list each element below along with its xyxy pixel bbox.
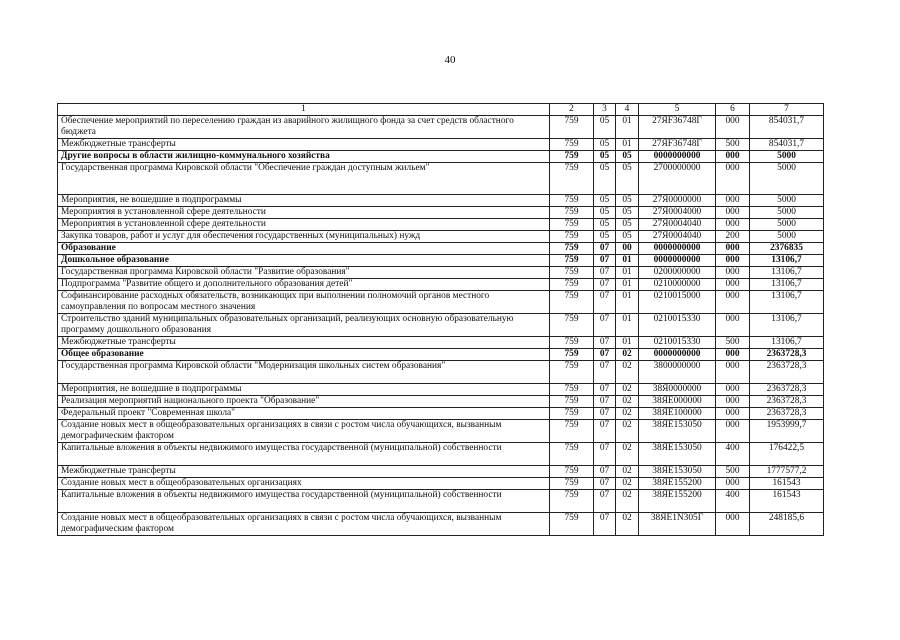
- row-section-code: 05: [594, 231, 616, 243]
- row-section-code: 05: [594, 139, 616, 151]
- row-section-code: 07: [594, 243, 616, 255]
- row-admin-code: 759: [550, 291, 594, 314]
- row-section-code: 07: [594, 279, 616, 291]
- table-row: [58, 207, 824, 219]
- table-row: [58, 219, 824, 231]
- row-target-code: 38ЯЕ000000: [639, 396, 716, 408]
- row-target-code: 38ЯЕ155200: [639, 490, 716, 513]
- row-target-code: 2700000000: [639, 163, 716, 195]
- row-admin-code: 759: [550, 420, 594, 443]
- row-expense-type: 000: [716, 279, 750, 291]
- table-row: [58, 513, 824, 536]
- row-subsection-code: 05: [616, 163, 639, 195]
- row-expense-type: 500: [716, 337, 750, 349]
- header-col-5: 5: [639, 104, 716, 116]
- row-admin-code: 759: [550, 163, 594, 195]
- row-target-code: 38Я0000000: [639, 384, 716, 396]
- row-name: Капитальные вложения в объекты недвижимого имущества государственной (муниципальной) собственности: [58, 443, 550, 466]
- row-amount: 5000: [750, 231, 824, 243]
- row-section-code: 07: [594, 255, 616, 267]
- row-section-code: 07: [594, 396, 616, 408]
- header-col-3: 3: [594, 104, 616, 116]
- row-admin-code: 759: [550, 466, 594, 478]
- row-expense-type: 500: [716, 139, 750, 151]
- row-section-code: 05: [594, 151, 616, 163]
- row-section-code: 07: [594, 314, 616, 337]
- row-admin-code: 759: [550, 243, 594, 255]
- row-admin-code: 759: [550, 255, 594, 267]
- row-amount: 1953999,7: [750, 420, 824, 443]
- row-subsection-code: 02: [616, 466, 639, 478]
- row-expense-type: 000: [716, 396, 750, 408]
- row-expense-type: 000: [716, 408, 750, 420]
- row-admin-code: 759: [550, 349, 594, 361]
- row-amount: 854031,7: [750, 139, 824, 151]
- row-name: Мероприятия в установленной сфере деятельности: [58, 219, 550, 231]
- table-row: [58, 466, 824, 478]
- row-section-code: 05: [594, 116, 616, 139]
- row-amount: 13106,7: [750, 337, 824, 349]
- row-subsection-code: 01: [616, 255, 639, 267]
- row-subsection-code: 02: [616, 349, 639, 361]
- row-amount: 2363728,3: [750, 349, 824, 361]
- page-number: 40: [444, 54, 456, 66]
- row-subsection-code: 00: [616, 243, 639, 255]
- table-row: [58, 255, 824, 267]
- row-expense-type: 000: [716, 243, 750, 255]
- row-subsection-code: 02: [616, 408, 639, 420]
- row-name: Мероприятия в установленной сфере деятельности: [58, 207, 550, 219]
- row-section-code: 07: [594, 478, 616, 490]
- row-expense-type: 000: [716, 349, 750, 361]
- row-target-code: 27Я0004040: [639, 219, 716, 231]
- row-subsection-code: 01: [616, 314, 639, 337]
- header-col-4: 4: [616, 104, 639, 116]
- row-section-code: 07: [594, 361, 616, 384]
- row-expense-type: 000: [716, 291, 750, 314]
- row-target-code: 27Я0000000: [639, 195, 716, 207]
- table-row: [58, 443, 824, 466]
- table-row: [58, 151, 824, 163]
- row-admin-code: 759: [550, 384, 594, 396]
- row-subsection-code: 05: [616, 231, 639, 243]
- row-admin-code: 759: [550, 231, 594, 243]
- row-name: Образование: [58, 243, 550, 255]
- row-target-code: 3800000000: [639, 361, 716, 384]
- row-name: Общее образование: [58, 349, 550, 361]
- row-target-code: 27Я0004000: [639, 207, 716, 219]
- table-row: [58, 291, 824, 314]
- header-col-7: 7: [750, 104, 824, 116]
- row-subsection-code: 05: [616, 195, 639, 207]
- row-expense-type: 000: [716, 361, 750, 384]
- row-section-code: 05: [594, 207, 616, 219]
- row-amount: 13106,7: [750, 291, 824, 314]
- row-name: Строительство зданий муниципальных образовательных организаций, реализующих основную образовательную программу дошкольного образования: [58, 314, 550, 337]
- header-col-2: 2: [550, 104, 594, 116]
- table-row: [58, 420, 824, 443]
- row-target-code: 0000000000: [639, 243, 716, 255]
- row-amount: 2376835: [750, 243, 824, 255]
- table-row: [58, 490, 824, 513]
- row-amount: 5000: [750, 207, 824, 219]
- row-subsection-code: 01: [616, 291, 639, 314]
- row-amount: 2363728,3: [750, 384, 824, 396]
- table-row: [58, 139, 824, 151]
- row-target-code: 38ЯЕ153050: [639, 466, 716, 478]
- row-expense-type: 000: [716, 267, 750, 279]
- row-admin-code: 759: [550, 478, 594, 490]
- row-amount: 2363728,3: [750, 396, 824, 408]
- table-row: [58, 243, 824, 255]
- row-name: Федеральный проект "Современная школа": [58, 408, 550, 420]
- row-amount: 13106,7: [750, 314, 824, 337]
- row-amount: 161543: [750, 478, 824, 490]
- row-name: Обеспечение мероприятий по переселению граждан из аварийного жилищного фонда за счет средств областного бюджета: [58, 116, 550, 139]
- row-target-code: 27ЯF36748Г: [639, 139, 716, 151]
- row-amount: 2363728,3: [750, 361, 824, 384]
- row-target-code: 27Я0004040: [639, 231, 716, 243]
- row-name: Капитальные вложения в объекты недвижимого имущества государственной (муниципальной) собственности: [58, 490, 550, 513]
- row-subsection-code: 02: [616, 361, 639, 384]
- row-target-code: 38ЯЕ100000: [639, 408, 716, 420]
- row-target-code: 0210015330: [639, 337, 716, 349]
- row-name: Реализация мероприятий национального проекта "Образование": [58, 396, 550, 408]
- row-name: Государственная программа Кировской области "Обеспечение граждан доступным жильем": [58, 163, 550, 195]
- row-target-code: 0000000000: [639, 151, 716, 163]
- row-subsection-code: 05: [616, 207, 639, 219]
- row-amount: 13106,7: [750, 279, 824, 291]
- row-subsection-code: 02: [616, 420, 639, 443]
- row-section-code: 05: [594, 195, 616, 207]
- row-admin-code: 759: [550, 219, 594, 231]
- table-row: [58, 337, 824, 349]
- row-admin-code: 759: [550, 396, 594, 408]
- row-amount: 2363728,3: [750, 408, 824, 420]
- header-col-1: 1: [58, 104, 550, 116]
- row-subsection-code: 01: [616, 267, 639, 279]
- table-header-row: [58, 104, 824, 116]
- row-amount: 854031,7: [750, 116, 824, 139]
- row-name: Подпрограмма "Развитие общего и дополнительного образования детей": [58, 279, 550, 291]
- table-row: [58, 349, 824, 361]
- row-section-code: 07: [594, 408, 616, 420]
- row-name: Мероприятия, не вошедшие в подпрограммы: [58, 384, 550, 396]
- row-expense-type: 000: [716, 384, 750, 396]
- row-expense-type: 000: [716, 219, 750, 231]
- row-name: Государственная программа Кировской области "Развитие образования": [58, 267, 550, 279]
- table-row: [58, 384, 824, 396]
- row-expense-type: 200: [716, 231, 750, 243]
- row-expense-type: 000: [716, 151, 750, 163]
- row-expense-type: 000: [716, 116, 750, 139]
- row-amount: 5000: [750, 219, 824, 231]
- row-amount: 13106,7: [750, 267, 824, 279]
- row-name: Создание новых мест в общеобразовательных организациях: [58, 478, 550, 490]
- table-row: [58, 361, 824, 384]
- row-expense-type: 400: [716, 490, 750, 513]
- row-amount: 5000: [750, 151, 824, 163]
- row-target-code: 0210015000: [639, 291, 716, 314]
- row-name: Другие вопросы в области жилищно-коммунального хозяйства: [58, 151, 550, 163]
- row-section-code: 07: [594, 513, 616, 536]
- row-expense-type: 000: [716, 195, 750, 207]
- row-name: Государственная программа Кировской области "Модернизация школьных систем образования": [58, 361, 550, 384]
- row-section-code: 05: [594, 163, 616, 195]
- row-section-code: 07: [594, 349, 616, 361]
- row-subsection-code: 05: [616, 219, 639, 231]
- row-admin-code: 759: [550, 443, 594, 466]
- row-target-code: 0000000000: [639, 255, 716, 267]
- row-name: Закупка товаров, работ и услуг для обеспечения государственных (муниципальных) нужд: [58, 231, 550, 243]
- row-expense-type: 000: [716, 314, 750, 337]
- row-section-code: 07: [594, 466, 616, 478]
- row-target-code: 27ЯF36748Г: [639, 116, 716, 139]
- row-target-code: 38ЯЕ153050: [639, 443, 716, 466]
- table-row: [58, 163, 824, 195]
- row-target-code: 0210015330: [639, 314, 716, 337]
- row-expense-type: 500: [716, 466, 750, 478]
- row-admin-code: 759: [550, 361, 594, 384]
- table-row: [58, 314, 824, 337]
- row-name: Межбюджетные трансферты: [58, 139, 550, 151]
- row-section-code: 05: [594, 219, 616, 231]
- row-admin-code: 759: [550, 267, 594, 279]
- table-row: [58, 408, 824, 420]
- row-name: Дошкольное образование: [58, 255, 550, 267]
- row-expense-type: 000: [716, 255, 750, 267]
- row-section-code: 07: [594, 291, 616, 314]
- table-row: [58, 195, 824, 207]
- row-subsection-code: 02: [616, 384, 639, 396]
- row-subsection-code: 02: [616, 513, 639, 536]
- row-amount: 176422,5: [750, 443, 824, 466]
- row-section-code: 07: [594, 337, 616, 349]
- row-expense-type: 000: [716, 163, 750, 195]
- row-admin-code: 759: [550, 279, 594, 291]
- row-amount: 13106,7: [750, 255, 824, 267]
- table-row: [58, 267, 824, 279]
- table-row: [58, 231, 824, 243]
- row-expense-type: 000: [716, 420, 750, 443]
- row-subsection-code: 01: [616, 279, 639, 291]
- row-subsection-code: 01: [616, 116, 639, 139]
- table-row: [58, 396, 824, 408]
- row-name: Мероприятия, не вошедшие в подпрограммы: [58, 195, 550, 207]
- row-subsection-code: 02: [616, 490, 639, 513]
- row-subsection-code: 01: [616, 337, 639, 349]
- row-section-code: 07: [594, 384, 616, 396]
- row-admin-code: 759: [550, 195, 594, 207]
- row-section-code: 07: [594, 490, 616, 513]
- row-target-code: 38ЯЕ1N305Г: [639, 513, 716, 536]
- budget-table: [57, 103, 824, 536]
- table-row: [58, 116, 824, 139]
- row-expense-type: 400: [716, 443, 750, 466]
- row-admin-code: 759: [550, 116, 594, 139]
- row-admin-code: 759: [550, 139, 594, 151]
- row-amount: 5000: [750, 163, 824, 195]
- row-name: Создание новых мест в общеобразовательных организациях в связи с ростом числа обучающихся, вызванным демографическим фактором: [58, 420, 550, 443]
- row-subsection-code: 02: [616, 396, 639, 408]
- row-admin-code: 759: [550, 337, 594, 349]
- row-admin-code: 759: [550, 408, 594, 420]
- row-expense-type: 000: [716, 207, 750, 219]
- table-row: [58, 279, 824, 291]
- row-subsection-code: 02: [616, 443, 639, 466]
- row-name: Создание новых мест в общеобразовательных организациях в связи с ростом числа обучающихся, вызванным демографическим фактором: [58, 513, 550, 536]
- row-name: Межбюджетные трансферты: [58, 466, 550, 478]
- table-row: [58, 478, 824, 490]
- row-target-code: 0000000000: [639, 349, 716, 361]
- row-target-code: 38ЯЕ155200: [639, 478, 716, 490]
- row-subsection-code: 05: [616, 151, 639, 163]
- row-name: Межбюджетные трансферты: [58, 337, 550, 349]
- row-name: Софинансирование расходных обязательств, возникающих при выполнении полномочий органов местного самоуправления по вопросам местного значения: [58, 291, 550, 314]
- row-amount: 161543: [750, 490, 824, 513]
- row-target-code: 0200000000: [639, 267, 716, 279]
- row-section-code: 07: [594, 267, 616, 279]
- row-amount: 1777577,2: [750, 466, 824, 478]
- row-expense-type: 000: [716, 513, 750, 536]
- row-admin-code: 759: [550, 490, 594, 513]
- row-admin-code: 759: [550, 207, 594, 219]
- row-expense-type: 000: [716, 478, 750, 490]
- row-subsection-code: 02: [616, 478, 639, 490]
- row-subsection-code: 01: [616, 139, 639, 151]
- row-amount: 248185,6: [750, 513, 824, 536]
- row-target-code: 0210000000: [639, 279, 716, 291]
- row-admin-code: 759: [550, 314, 594, 337]
- row-section-code: 07: [594, 420, 616, 443]
- row-admin-code: 759: [550, 513, 594, 536]
- row-amount: 5000: [750, 195, 824, 207]
- row-target-code: 38ЯЕ153050: [639, 420, 716, 443]
- row-section-code: 07: [594, 443, 616, 466]
- header-col-6: 6: [716, 104, 750, 116]
- row-admin-code: 759: [550, 151, 594, 163]
